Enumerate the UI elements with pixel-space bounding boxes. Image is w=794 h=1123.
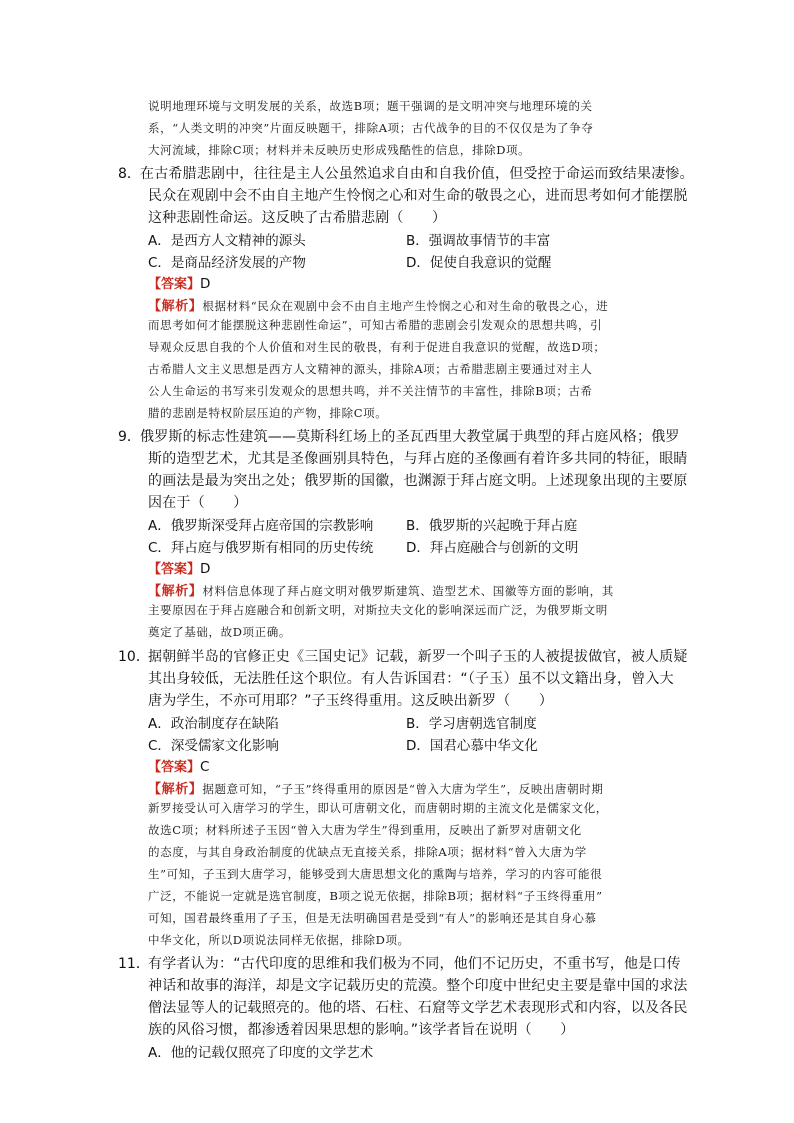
explanation-line: 【解析】据题意可知，“子玉”终得重用的原因是“曾入大唐为学生”，反映出唐朝时期	[148, 782, 604, 797]
explanation-line: 奠定了基础，故D项正确。	[148, 625, 291, 639]
question-number: 8．	[118, 166, 141, 182]
question-stem-line: 这种悲剧性命运。这反映了古希腊悲剧（ ）	[148, 210, 447, 226]
explanation-line: 【解析】材料信息体现了拜占庭文明对俄罗斯建筑、造型艺术、国徽等方面的影响，其	[148, 584, 614, 599]
answer-tag: 【答案】	[148, 562, 201, 577]
answer-value: D	[200, 561, 211, 577]
explanation-line: 可知，国君最终重用了子玉，但是无法明确国君是受到“有人”的影响还是其自身心慕	[148, 911, 597, 925]
explanation-line: 故选C项；材料所述子玉因“曾入大唐为学生”得到重用，反映出了新罗对唐朝文化	[148, 823, 582, 837]
answer-tag: 【答案】	[148, 760, 201, 775]
answer-line	[148, 558, 210, 577]
question-number: 10．	[118, 649, 150, 665]
explanation-tag: 【解析】	[148, 782, 203, 797]
question-stem-line: 在古希腊悲剧中，往往是主人公虽然追求自由和自我价值，但受控于命运而致结果凄惨。	[140, 166, 694, 182]
option-d: D．拜占庭融合与创新的文明	[406, 540, 579, 556]
question-stem-line: 俄罗斯的标志性建筑——莫斯科红场上的圣瓦西里大教堂属于典型的拜占庭风格；俄罗	[140, 429, 680, 445]
answer-tag: 【答案】	[148, 277, 201, 292]
question-stem-line: 僧法显等人的记载照亮的。他的塔、石柱、石窟等文学艺术表现形式和内容，以及各民	[148, 1000, 688, 1016]
explanation-line: 中华文化，所以D项说法同样无依据，排除D项。	[148, 933, 410, 947]
question-stem-line: 据朝鲜半岛的官修正史《三国史记》记载，新罗一个叫子玉的人被提拔做官，被人质疑	[148, 649, 688, 665]
explanation-line: 主要原因在于拜占庭融合和创新文明，对斯拉夫文化的影响深远而广泛，为俄罗斯文明	[148, 603, 608, 617]
explanation-tag: 【解析】	[148, 299, 203, 314]
question-number: 9．	[118, 429, 141, 445]
question-number: 11．	[118, 956, 150, 972]
explanation-line: 大河流域，排除C项；材料并未反映历史形成残酷性的信息，排除D项。	[148, 143, 531, 157]
question-stem-line: 的画法是最为突出之处；俄罗斯的国徽，也渊源于拜占庭文明。上述现象出现的主要原	[148, 473, 688, 489]
explanation-line: 广泛，不能说一定就是选官制度，B项之说无依据，排除B项；据材料“子玉终得重用”	[148, 889, 603, 903]
explanation-line: 古希腊人文主义思想是西方人文精神的源头，排除A项；古希腊悲剧主要通过对主人	[148, 362, 593, 376]
explanation-line: 的态度，与其自身政治制度的优缺点无直接关系，排除A项；据材料“曾入大唐为学	[148, 845, 587, 859]
explanation-line: 导观众反思自我的个人价值和对生民的敬畏，有利于促进自我意识的觉醒，故选D项；	[148, 340, 606, 354]
question-stem-line: 神话和故事的海洋，却是文字记载历史的荒漠。整个印度中世纪史主要是靠中国的求法	[148, 978, 688, 994]
option-c: C．是商品经济发展的产物	[148, 255, 306, 271]
explanation-line: 腊的悲剧是特权阶层压迫的产物，排除C项。	[148, 406, 388, 420]
option-a: A．他的记载仅照亮了印度的文学艺术	[148, 1045, 374, 1061]
question-stem-line: 唐为学生，不亦可用耶？”子玉终得重用。这反映出新罗（ ）	[148, 693, 554, 709]
explanation-tag: 【解析】	[148, 584, 203, 599]
explanation-line: 系，“人类文明的冲突”片面反映题干，排除A项；古代战争的目的不仅仅是为了争夺	[148, 121, 594, 135]
answer-line	[148, 273, 210, 292]
question-stem-line: 斯的造型艺术，尤其是圣像画别具特色，与拜占庭的圣像画有着许多共同的特征，眼睛	[148, 451, 688, 467]
option-b: B．学习唐朝选官制度	[406, 716, 537, 732]
option-d: D．促使自我意识的觉醒	[406, 255, 552, 271]
answer-value: C	[200, 759, 210, 775]
option-c: C．深受儒家文化影响	[148, 738, 279, 754]
explanation-line: 【解析】根据材料“民众在观剧中会不由自主地产生怜悯之心和对生命的敬畏之心，进	[148, 299, 609, 314]
option-c: C．拜占庭与俄罗斯有相同的历史传统	[148, 540, 374, 556]
explanation-line: 公人生命运的书写来引发观众的思想共鸣，并不关注情节的丰富性，排除B项；古希	[148, 384, 593, 398]
option-a: A．是西方人文精神的源头	[148, 233, 306, 249]
option-b: B．强调故事情节的丰富	[406, 233, 551, 249]
answer-line	[148, 756, 209, 775]
question-stem-line: 族的风俗习惯，都渗透着因果思想的影响。”该学者旨在说明（ ）	[148, 1022, 575, 1038]
question-stem-line: 因在于（ ）	[148, 495, 248, 511]
explanation-line: 新罗接受认可入唐学习的学生，即认可唐朝文化，而唐朝时期的主流文化是儒家文化，	[148, 801, 608, 815]
explanation-line: 生”可知，子玉到大唐学习，能够受到大唐思想文化的熏陶与培养，学习的内容可能很	[148, 867, 603, 881]
explanation-line: 说明地理环境与文明发展的关系，故选B项；题干强调的是文明冲突与地理环境的关	[148, 99, 593, 113]
question-stem-line: 有学者认为：“古代印度的思维和我们极为不同，他们不记历史，不重书写，他是口传	[148, 956, 681, 972]
option-b: B．俄罗斯的兴起晚于拜占庭	[406, 518, 578, 534]
option-d: D．国君心慕中华文化	[406, 738, 538, 754]
explanation-line: 而思考如何才能摆脱这种悲剧性命运”，可知古希腊的悲剧会引发观众的思想共鸣，引	[148, 318, 603, 332]
answer-value: D	[200, 276, 211, 292]
question-stem-line: 其出身较低，无法胜任这个职位。有人告诉国君：“（子玉）虽不以文籍出身，曾入大	[148, 671, 674, 687]
question-stem-line: 民众在观剧中会不由自主地产生怜悯之心和对生命的敬畏之心，进而思考如何才能摆脱	[148, 188, 688, 204]
option-a: A．政治制度存在缺陷	[148, 716, 279, 732]
option-a: A．俄罗斯深受拜占庭帝国的宗教影响	[148, 518, 374, 534]
